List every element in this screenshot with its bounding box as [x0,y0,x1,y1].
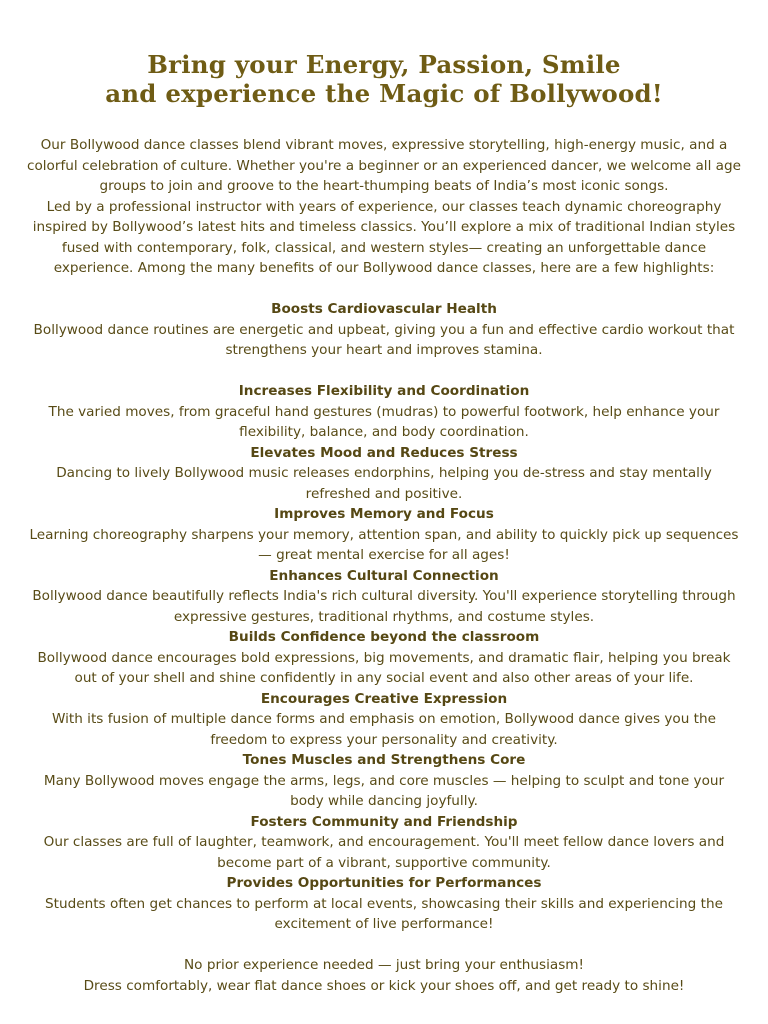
benefit-heading: Tones Muscles and Strengthens Core [242,752,526,768]
benefit-heading: Enhances Cultural Connection [269,567,499,584]
benefit-text: Bollywood dance encourages bold expressions, big movements, and dramatic flair, helping you break out of your shell and shine confidently in any social event and also other areas of your life. [37,649,731,686]
benefit-performances [26,873,742,935]
benefit-heading: Elevates Mood and Reduces Stress [250,444,518,461]
benefit-confidence [26,627,742,689]
benefit-mood [26,443,742,505]
benefit-culture [26,566,742,628]
benefit-heading: Improves Memory and Focus [274,506,494,522]
benefit-creativity [26,689,742,751]
benefit-memory [26,504,742,566]
benefit-muscles [26,750,742,812]
spacer [26,361,742,382]
benefit-flexibility [26,381,742,443]
intro-paragraph-2: Led by a professional instructor with years of experience, our classes teach dynamic choreography inspired by Bollywood’s latest hits and timeless classics. You’ll explore a mix of traditional Indian styles fused with contemporary, folk, classical, and western styles— creating an unforgettable dance experience. Among the many benefits of our Bollywood dance classes, here are a few highlights: [32,198,736,276]
benefit-text: Our classes are full of laughter, teamwork, and encouragement. You'll meet fellow dance lovers and become part of a vibrant, supportive community. [43,834,725,871]
closing-line-1: No prior experience needed — just bring your enthusiasm! [184,957,584,973]
benefit-text: The varied moves, from graceful hand gestures (mudras) to powerful footwork, help enhance your flexibility, balance, and body coordination. [48,403,720,440]
benefit-text: Bollywood dance beautifully reflects India's rich cultural diversity. You'll experience storytelling through expressive gestures, traditional rhythms, and costume styles. [32,588,736,625]
benefit-text: Learning choreography sharpens your memory, attention span, and ability to quickly pick up sequences — great mental exercise for all ages! [29,526,739,563]
benefit-text: Many Bollywood moves engage the arms, legs, and core muscles — helping to sculpt and tone your body while dancing joyfully. [43,772,725,809]
benefit-heading: Boosts Cardiovascular Health [271,301,497,317]
page-title [26,50,742,108]
benefit-heading: Encourages Creative Expression [260,690,508,707]
benefit-text: Dancing to lively Bollywood music releases endorphins, helping you de-stress and stay mentally refreshed and positive. [56,465,712,502]
closing-line-2: Dress comfortably, wear flat dance shoes or kick your shoes off, and get ready to shine! [83,977,685,994]
title-line-2: and experience the Magic of Bollywood! [105,79,663,108]
benefit-cardio [26,299,742,361]
intro-section [26,135,742,279]
benefit-text: Students often get chances to perform at local events, showcasing their skills and experiencing the excitement of live performance! [45,895,723,932]
benefit-text: Bollywood dance routines are energetic and upbeat, giving you a fun and effective cardio workout that strengthens your heart and improves stamina. [33,321,735,358]
benefit-heading: Increases Flexibility and Coordination [238,383,530,399]
benefits-list [26,299,742,935]
benefit-heading: Fosters Community and Friendship [250,813,518,830]
intro-paragraph-1: Our Bollywood dance classes blend vibrant moves, expressive storytelling, high-energy music, and a colorful celebration of culture. Whether you're a beginner or an experienced dancer, we welcome all age groups to join and groove to the heart-thumping beats of India’s most iconic songs. [26,137,741,194]
closing-section [26,955,742,996]
benefit-text: With its fusion of multiple dance forms and emphasis on emotion, Bollywood dance gives you the freedom to express your personality and creativity. [52,711,716,748]
benefit-community [26,812,742,874]
benefit-heading: Builds Confidence beyond the classroom [228,629,540,645]
benefit-heading: Provides Opportunities for Performances [226,875,542,891]
title-line-1: Bring your Energy, Passion, Smile [147,50,621,79]
